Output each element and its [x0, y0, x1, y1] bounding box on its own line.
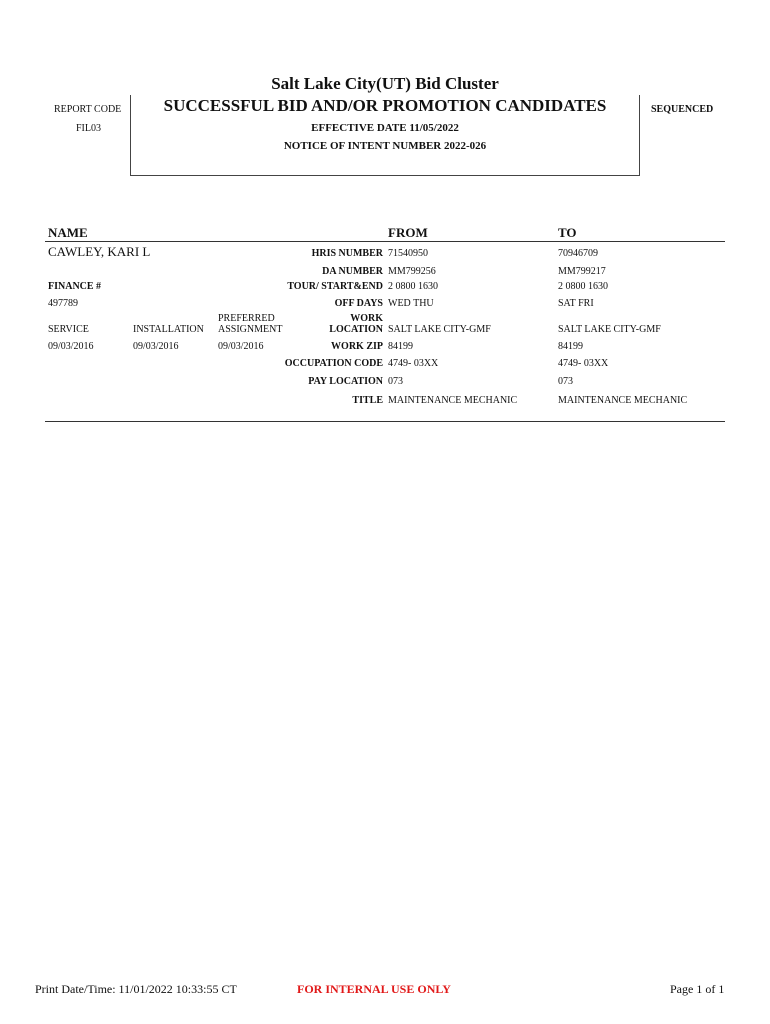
cluster-title: Salt Lake City(UT) Bid Cluster	[271, 74, 499, 93]
employee-name: CAWLEY, KARI L	[48, 244, 151, 259]
pay-location-label: PAY LOCATION	[308, 376, 383, 387]
service-date: 09/03/2016	[48, 341, 94, 352]
record-divider	[45, 421, 725, 422]
notice-number: NOTICE OF INTENT NUMBER 2022-026	[283, 140, 487, 152]
off-days-label: OFF DAYS	[334, 298, 383, 309]
installation-label: INSTALLATION	[133, 324, 204, 335]
main-title: SUCCESSFUL BID AND/OR PROMOTION CANDIDATES	[163, 96, 607, 115]
installation-date: 09/03/2016	[133, 341, 179, 352]
page-number: Page 1 of 1	[670, 982, 725, 996]
internal-use-notice: FOR INTERNAL USE ONLY	[297, 982, 451, 996]
print-datetime: Print Date/Time: 11/01/2022 10:33:55 CT	[35, 982, 237, 996]
column-from-heading: FROM	[388, 225, 428, 240]
finance-label: FINANCE #	[48, 281, 102, 292]
off-days-from: WED THU	[388, 298, 434, 309]
finance-number: 497789	[48, 298, 78, 309]
tour-label: TOUR/ START&END	[287, 281, 383, 292]
pay-location-from: 073	[388, 376, 403, 387]
work-zip-label: WORK ZIP	[331, 341, 383, 352]
work-zip-from: 84199	[388, 341, 413, 352]
tour-from: 2 0800 1630	[388, 281, 438, 292]
pay-location-to: 073	[558, 376, 573, 387]
occupation-code-to: 4749- 03XX	[558, 358, 609, 369]
effective-date: EFFECTIVE DATE 11/05/2022	[311, 122, 459, 134]
header-divider	[45, 241, 725, 242]
service-label: SERVICE	[48, 324, 89, 335]
preferred-date: 09/03/2016	[218, 341, 264, 352]
hris-from: 71540950	[388, 248, 428, 259]
da-from: MM799256	[388, 266, 436, 277]
sequenced-label: SEQUENCED	[651, 104, 714, 115]
report-code-value: FIL03	[76, 123, 101, 134]
title-label: TITLE	[352, 395, 383, 406]
tour-to: 2 0800 1630	[558, 281, 608, 292]
column-name-heading: NAME	[48, 225, 88, 240]
off-days-to: SAT FRI	[558, 298, 594, 309]
preferred-label-line2: ASSIGNMENT	[218, 324, 283, 335]
work-zip-to: 84199	[558, 341, 583, 352]
title-from: MAINTENANCE MECHANIC	[388, 395, 518, 406]
report-code-label: REPORT CODE	[54, 104, 122, 115]
work-location-label-line1: WORK	[350, 313, 383, 324]
column-to-heading: TO	[558, 225, 577, 240]
hris-to: 70946709	[558, 248, 598, 259]
title-to: MAINTENANCE MECHANIC	[558, 395, 688, 406]
da-to: MM799217	[558, 266, 606, 277]
occupation-code-label: OCCUPATION CODE	[284, 358, 383, 369]
work-location-to: SALT LAKE CITY-GMF	[558, 324, 661, 335]
preferred-label-line1: PREFERRED	[218, 313, 275, 324]
occupation-code-from: 4749- 03XX	[388, 358, 439, 369]
work-location-label-line2: LOCATION	[329, 324, 383, 335]
work-location-from: SALT LAKE CITY-GMF	[388, 324, 491, 335]
hris-label: HRIS NUMBER	[311, 248, 383, 259]
da-label: DA NUMBER	[322, 266, 383, 277]
